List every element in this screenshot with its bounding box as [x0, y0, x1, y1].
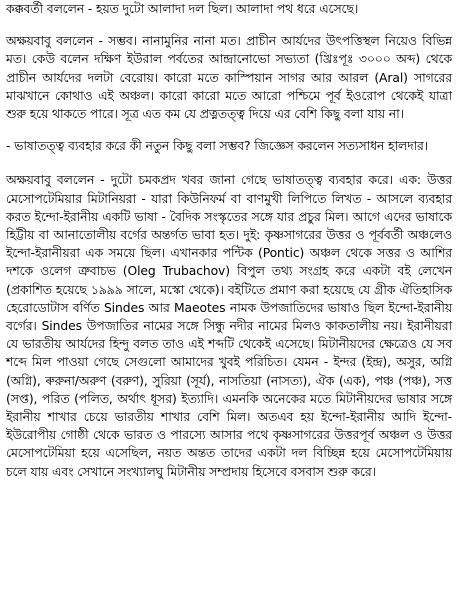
paragraph-origin-theories: অক্ষয়বাবু বললেন - সম্ভব। নানামুনির নানা মত। প্রাচীন আর্যদের উৎপত্তিস্থল নিয়েও বিভিন্ন মত। কেউ বলেন দক্ষিণ ইউরাল পর্বতের আন্দ্রানোভো সভ্যতা (খ্রিঃপূঃ ৩০০০ অব্দ) থেকে প্রাচীন আর্যদের দলটা বেরোয়। কারো মতে কাস্পিয়ান সাগর আর আরল (Aral) সাগরের মাঝখানে কোথাও এই অঞ্চল। কারো কারো মতে আরো পশ্চিমে পূর্ব ইওরোপ থেকেই যাত্রা শুরু হয়ে থাকতে পারে। সূত্র এত কম যে প্রত্নতত্ত্ব দিয়ে এর বেশি কিছু বলা যায় না।	[6, 34, 452, 122]
paragraph-gap	[6, 123, 452, 137]
paragraph-gap	[6, 155, 452, 171]
paragraph-question: - ভাষাতত্ত্ব ব্যবহার করে কী নতুন কিছু বলা সম্ভব? জিজ্ঞেস করলেন সত্যসাধন হালদার।	[6, 139, 429, 154]
paragraph-gap	[6, 18, 452, 32]
paragraph-dialogue-1: কক্কবর্তী বললেন - হয়ত দুটো আলাদা দল ছিল। আলাদা পথ ধরে এসেছে।	[6, 2, 359, 16]
paragraph-linguistics: অক্ষয়বাবু বললেন - দুটো চমকপ্রদ খবর জানা গেছে ভাষাতত্ত্ব ব্যবহার করে। এক: উত্তর মেসোপটেমিয়ার মিটানিয়রা - যারা কিউনিফর্ম বা বাণমুখী লিপিতে লিখত - আসলে ব্যবহার করত ইন্দো-ইরানীয় একটি ভাষা - বৈদিক সংস্কৃতের সঙ্গে যার প্রচুর মিল। আগে এদের ভাষাকে হিট্টীয় বা আনাতোলীয় বর্গের অন্তর্গত ভাবা হত। দুই: কৃষ্ণসাগরের উত্তর ও পূর্ববর্তী অঞ্চলেও ইন্দো-ইরানীয়রা এক সময়ে ছিল। এখানকার পন্টিক (Pontic) অঞ্চল থেকে সত্তর ও আশির দশকে ওলেগ ত্রুবাচভ (Oleg Trubachov) বিপুল তথ্য সংগ্রহ করে একটা বই লেখেন (প্রকাশিত হয়েছে ১৯৯৯ সালে, মস্কো থেকে)। বইটিতে প্রমাণ করা হয়েছে যে গ্রীক ঐতিহাসিক হেরোডোটাস বর্ণিত Sindes আর Maeotes নামক উপজাতিদের ভাষাও ছিল ইন্দো-ইরানীয় বর্গের। Sindes উপজাতির নামের সঙ্গে সিন্ধু নদীর নামের মিলও কাকতালীয় নয়। ইরানীয়রা যে ভারতীয় আর্যদের হিন্দু বলত তাও এই শব্দটি থেকেই এসেছে। মিটানীয়দের ক্ষেত্রেও যে সব শব্দে মিল পাওয়া গেছে সেগুলো আমাদের খুবই পরিচিত। যেমন - ইন্দর (ইন্দ্র), অসুর, অগ্নি (অগ্নি), ৰুরুনা/অরুণ (বরুণ), সুরিয়া (সূর্য), নাসতিয়া (নাসত্য), ঐক (এক), পঞ্চ (পঞ্চ), সত্ত (সপ্ত), পরিত (পলিত, অর্থাৎ ধূসর) ইত্যাদি। এমনকি অনেকের মতে মিটানীয়দের ভাষার সঙ্গে ইরানীয় শাখার চেয়ে ভারতীয় শাখার বেশি মিল। অতএব হয় ইন্দো-ইরানীয় আদি ইন্দো-ইউরোপীয় গোষ্ঠী থেকে ভারত ও পারস্যে আসার পথে কৃষ্ণসাগরের উত্তরপূর্ব অঞ্চল ও উত্তর মেসোপটেমিয়া হয়ে এসেছিল, নয়ত অন্তত তাদের একটা দল বিচ্ছিন্ন হয়ে মেসোপটেমিয়ায় চলে যায় এবং সেখানে সংখ্যালঘু মিটানীয় সম্প্রদায় হিসেবে বসবাস শুরু করে।	[6, 173, 452, 479]
